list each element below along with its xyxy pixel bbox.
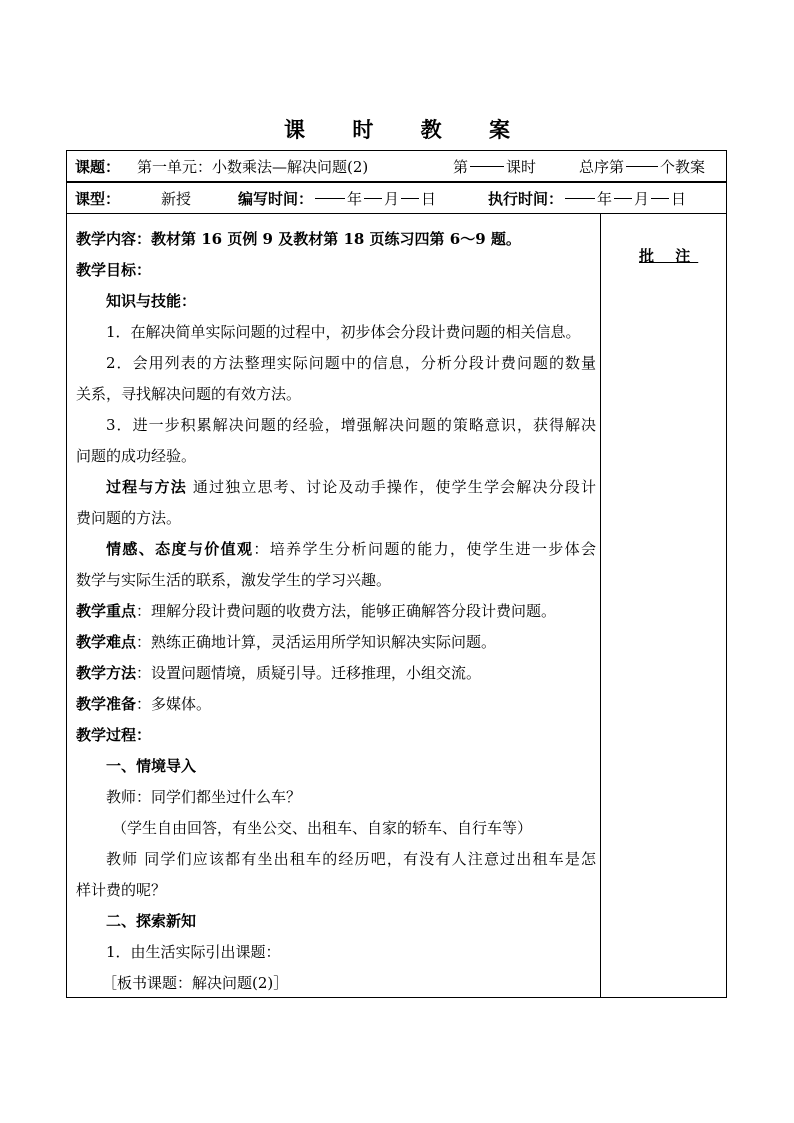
- write-time-label: 编写时间：: [238, 189, 314, 208]
- document-title: 课 时 教 案: [284, 117, 530, 142]
- total-suffix: 个教案: [660, 157, 706, 176]
- exec-year-blank: [565, 197, 595, 199]
- write-day-blank: [401, 197, 419, 199]
- emotion-label: 情感、态度与价值观: [106, 540, 254, 558]
- exec-month-unit: 月: [634, 189, 650, 208]
- goal-2-line-1: 2．会用列表的方法整理实际问题中的信息，分析分段计费问题的数量: [106, 354, 596, 372]
- process-text: 通过独立思考、讨论及动手操作，使学生学会解决分段计: [186, 478, 596, 496]
- key-point-line: [76, 596, 596, 627]
- type-row: [67, 183, 726, 214]
- write-time-field: [238, 183, 436, 213]
- goal-1: 1．在解决简单实际问题的过程中，初步体会分段计费问题的相关信息。: [106, 323, 581, 341]
- write-month-blank: [364, 197, 382, 199]
- preparation-text: ：多媒体。: [136, 695, 212, 713]
- difficulty-line: [76, 627, 596, 658]
- emotion-line-1: [76, 534, 596, 565]
- write-day-unit: 日: [421, 189, 437, 208]
- teacher-question-2-line-2: 样计费的呢？: [76, 881, 167, 899]
- method-line: [76, 658, 596, 689]
- lesson-suffix: 课时: [506, 157, 537, 176]
- lesson-plan-table: [66, 150, 727, 998]
- notes-heading: 批 注: [639, 247, 699, 265]
- lesson-number-field: [453, 151, 536, 181]
- process-line-1: [76, 472, 596, 503]
- teacher-question-1: 教师：同学们都坐过什么车？: [106, 788, 302, 806]
- goal-2-line-2: 关系，寻找解决问题的有效方法。: [76, 385, 302, 403]
- write-month-unit: 月: [384, 189, 400, 208]
- goal-3-line-1: 3．进一步积累解决问题的经验，增强解决问题的策略意识，获得解决: [106, 416, 596, 434]
- lesson-number-blank: [470, 165, 504, 167]
- total-prefix: 总序第: [579, 157, 625, 176]
- method-text: ：设置问题情境，质疑引导。迁移推理，小组交流。: [136, 664, 482, 682]
- step-1: 1．由生活实际引出课题：: [106, 943, 281, 961]
- content-line: [76, 224, 596, 255]
- exec-year-unit: 年: [597, 189, 613, 208]
- exec-time-label: 执行时间：: [488, 189, 564, 208]
- emotion-line-2: 数学与实际生活的联系，激发学生的学习兴趣。: [76, 571, 392, 589]
- topic-row: [67, 151, 726, 183]
- topic-value: 第一单元：小数乘法—解决问题(2): [137, 157, 369, 176]
- preparation-label: 教学准备: [76, 695, 137, 713]
- knowledge-label: 知识与技能：: [106, 292, 197, 310]
- write-year-unit: 年: [347, 189, 363, 208]
- teacher-question-2-line-1: 教师 同学们应该都有坐出租车的经历吧，有没有人注意过出租车是怎: [106, 850, 596, 868]
- goals-label: 教学目标：: [76, 261, 152, 279]
- exec-day-blank: [651, 197, 669, 199]
- exec-day-unit: 日: [671, 189, 687, 208]
- type-label: 课型：: [75, 189, 121, 208]
- process-label: 过程与方法: [106, 478, 187, 496]
- total-number-blank: [626, 165, 658, 167]
- procedure-label: 教学过程：: [76, 726, 152, 744]
- key-point-text: ：理解分段计费问题的收费方法，能够正确解答分段计费问题。: [136, 602, 557, 620]
- lesson-content: [76, 224, 596, 999]
- type-value: 新授: [161, 189, 192, 208]
- content-value: 教材第 16 页例 9 及教材第 18 页练习四第 6～9 题。: [151, 230, 521, 248]
- write-year-blank: [315, 197, 345, 199]
- student-answer-1: （学生自由回答，有坐公交、出租车、自家的轿车、自行车等）: [112, 819, 533, 837]
- notes-column-divider: [600, 214, 601, 998]
- method-label: 教学方法: [76, 664, 137, 682]
- lesson-body: [67, 214, 726, 998]
- exec-time-field: [488, 183, 686, 213]
- goal-3-line-2: 问题的成功经验。: [76, 447, 197, 465]
- key-point-label: 教学重点: [76, 602, 137, 620]
- preparation-line: [76, 689, 596, 720]
- section-2-heading: 二、探索新知: [106, 912, 197, 930]
- emotion-text: ：培养学生分析问题的能力，使学生进一步体会: [253, 540, 596, 558]
- exec-month-blank: [614, 197, 632, 199]
- difficulty-label: 教学难点: [76, 633, 137, 651]
- total-number-field: [579, 151, 705, 181]
- process-line-2: 费问题的方法。: [76, 509, 182, 527]
- lesson-prefix: 第: [453, 157, 469, 176]
- content-label: 教学内容：: [76, 230, 152, 248]
- topic-label: 课题：: [75, 157, 121, 176]
- section-1-heading: 一、情境导入: [106, 757, 197, 775]
- board-title: ［板书课题：解决问题(2)］: [102, 974, 289, 992]
- difficulty-text: ：熟练正确地计算，灵活运用所学知识解决实际问题。: [136, 633, 497, 651]
